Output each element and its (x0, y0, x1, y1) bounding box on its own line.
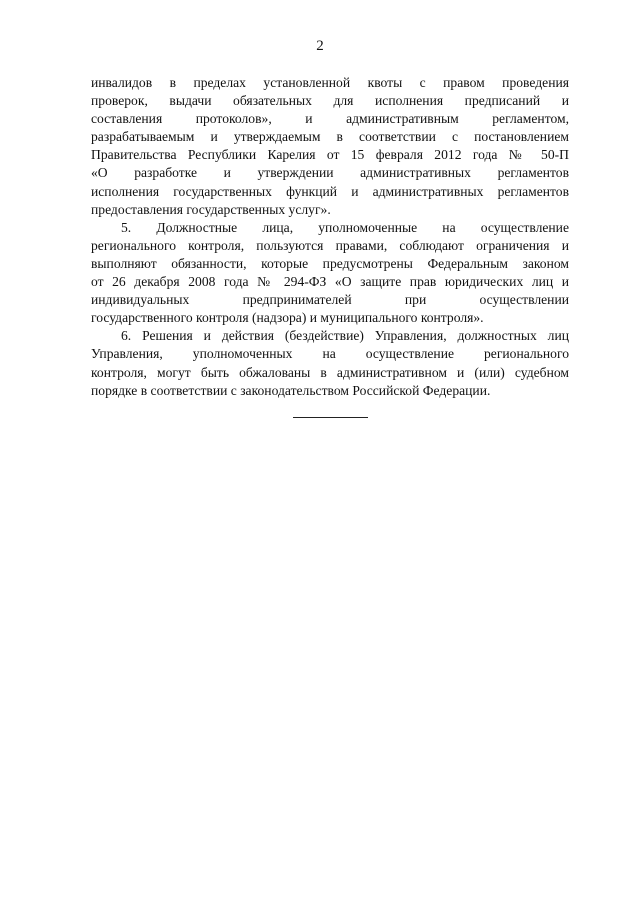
end-of-document-rule (293, 417, 368, 418)
text-line: исполнения государственных функций и административных регламентов (91, 183, 569, 199)
text-line: контроля, могут быть обжалованы в административном и (или) судебном (91, 364, 569, 380)
page-number: 2 (316, 38, 324, 54)
text-line: разрабатываемым и утверждаемым в соответствии с постановлением (91, 129, 569, 145)
text-line: государственного контроля (надзора) и муниципального контроля». (91, 310, 484, 326)
text-line: индивидуальных предпринимателей при осуществлении (91, 292, 569, 308)
paragraph-continuation (91, 74, 569, 219)
text-line: регионального контроля, пользуются правами, соблюдают ограничения и (91, 237, 569, 253)
text-line: проверок, выдачи обязательных для исполнения предписаний и (91, 93, 569, 109)
text-line: предоставления государственных услуг». (91, 201, 331, 217)
text-line: «О разработке и утверждении административных регламентов (91, 165, 569, 181)
text-line: 6. Решения и действия (бездействие) Управления, должностных лиц (121, 328, 569, 344)
text-line: Правительства Республики Карелия от 15 февраля 2012 года № 50-П (91, 147, 569, 163)
text-line: 5. Должностные лица, уполномоченные на осуществление (121, 219, 569, 235)
paragraph-item-6 (91, 327, 569, 399)
text-line: инвалидов в пределах установленной квоты с правом проведения (91, 75, 569, 90)
document-body (91, 74, 569, 400)
text-line: составления протоколов», и административным регламентом, (91, 111, 569, 127)
text-line: Управления, уполномоченных на осуществление регионального (91, 346, 569, 362)
text-line: от 26 декабря 2008 года № 294-ФЗ «О защите прав юридических лиц и (91, 274, 569, 290)
text-line: порядке в соответствии с законодательством Российской Федерации. (91, 382, 491, 398)
paragraph-item-5 (91, 219, 569, 328)
text-line: выполняют обязанности, которые предусмотрены Федеральным законом (91, 255, 569, 271)
